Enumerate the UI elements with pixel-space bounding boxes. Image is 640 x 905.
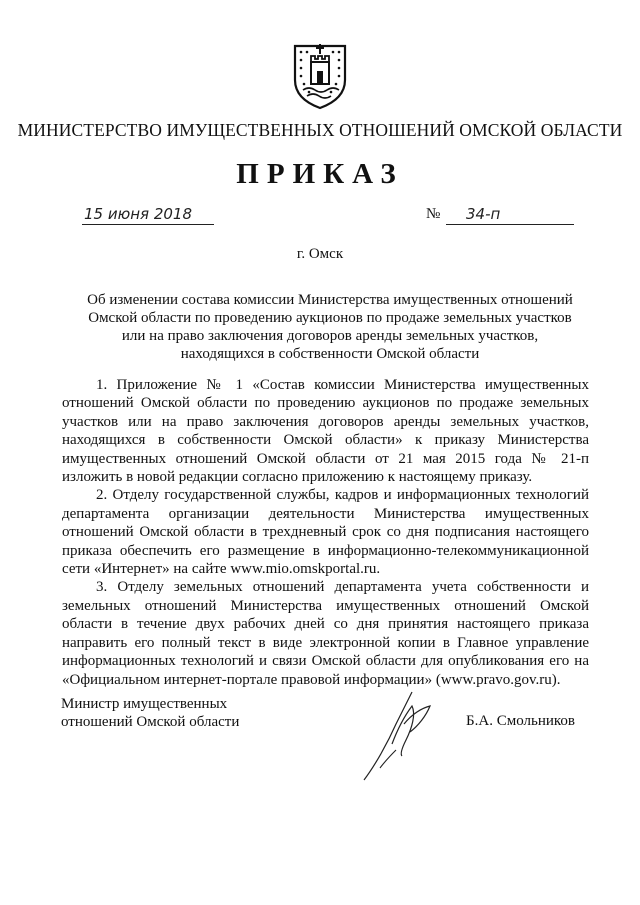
number-label: №: [426, 206, 441, 222]
paragraph-3: 3. Отделу земельных отношений департамента учета собственности и земельных отношений Министерства имущественных отношений Омской области в течение двух рабочих дней со дня принятия настоящего приказа направить его полный текст в виде электронной копии в Главное управление информационных технологий и связи Омской области для опубликования его на «Официальном интернет-портале правовой информации» (www.pravo.gov.ru).: [62, 579, 589, 688]
paragraph-1: 1. Приложение № 1 «Состав комиссии Министерства имущественных отношений Омской области по проведению аукционов по продаже земельных участков или на право заключения договоров аренды земельных участков, находящихся в собственности Омской области» к приказу Министерства имущественных отношений Омской области от 21 мая 2015 года № 21-п изложить в новой редакции согласно приложению к настоящему приказу.: [62, 377, 589, 486]
signer-position-line-2: отношений Омской области: [61, 714, 240, 730]
number-underline: [446, 224, 574, 225]
order-body: [62, 376, 589, 689]
date-underline: [82, 224, 214, 225]
signer-name: Б.А. Смольников: [466, 713, 575, 729]
signer-position: [61, 695, 239, 731]
order-subject: Об изменении состава комиссии Министерства имущественных отношений Омской области по проведению аукционов по продаже земельных участков или на право заключения договоров аренды земельных участков, находящихся в собственности Омской области: [87, 292, 573, 362]
signer-position-line-1: Министр имущественных: [61, 696, 228, 712]
document-title: ПРИКАЗ: [236, 158, 404, 190]
paragraph-2: 2. Отделу государственной службы, кадров и информационных технологий департамента организации деятельности Министерства имущественных отношений Омской области в трехдневный срок со дня подписания настоящего приказа обеспечить его размещение в информационно-телекоммуникационной сети «Интернет» на сайте www.mio.omskportal.ru.: [62, 487, 589, 578]
ministry-name: МИНИСТЕРСТВО ИМУЩЕСТВЕННЫХ ОТНОШЕНИЙ ОМСКОЙ ОБЛАСТИ: [17, 120, 623, 140]
order-date: 15 июня 2018: [84, 205, 193, 223]
city: г. Омск: [296, 246, 344, 262]
order-number: 34-п: [466, 205, 501, 223]
handwritten-signature: [352, 684, 452, 784]
omsk-oblast-coat-of-arms-icon: [287, 40, 353, 110]
